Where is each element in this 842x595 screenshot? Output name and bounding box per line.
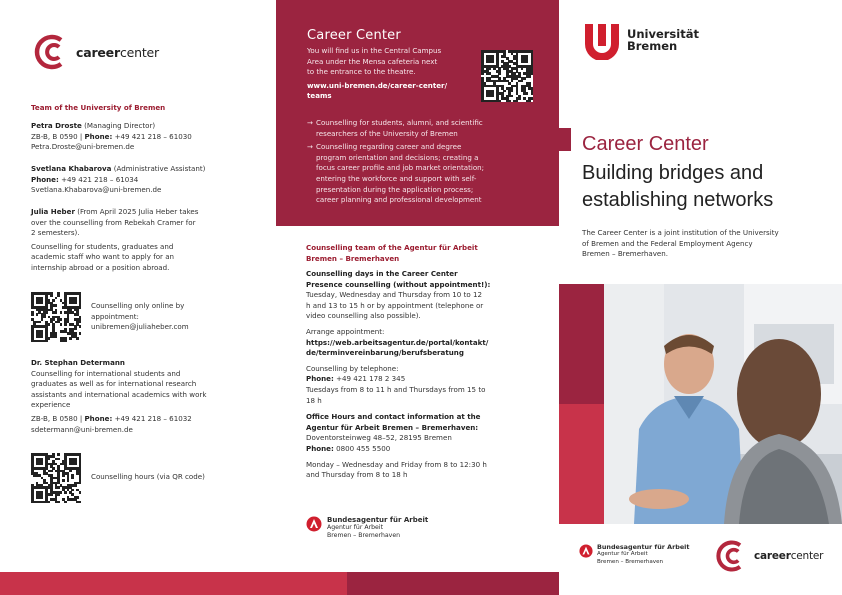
determann-desc-1: Counselling for international students and <box>31 368 181 378</box>
qr-module <box>74 463 77 466</box>
qr1-email[interactable]: unibremen@juliaheber.com <box>91 322 189 332</box>
determann-desc-2: graduates as well as for international research <box>31 379 197 389</box>
heber-line-2: over the counselling from Rebekah Cramer for <box>31 217 196 227</box>
khabarova-email[interactable]: Svetlana.Khabarova@uni-bremen.de <box>31 185 162 195</box>
service-item-2 <box>307 142 547 206</box>
ba-name: Bundesagentur für Arbeit <box>327 516 429 524</box>
qr-module <box>52 299 55 302</box>
agentur-heading-2: Bremen – Bremerhaven <box>306 253 400 263</box>
qr-module <box>60 491 63 494</box>
qr-module <box>55 297 58 300</box>
determann-phone-label: Phone: <box>84 413 113 423</box>
heber-block <box>31 207 271 274</box>
qr-module <box>41 302 44 305</box>
office-hours-2: and Thursday from 8 to 18 h <box>306 470 408 480</box>
photo-accent-dark <box>559 284 604 404</box>
office-address: Doventorsteinweg 48–52, 28195 Bremen <box>306 433 452 443</box>
tel-phone-label: Phone: <box>306 374 334 384</box>
qr-module <box>57 486 60 489</box>
heber-desc-2: academic staff who want to apply for an <box>31 252 175 262</box>
qr-module <box>38 321 41 324</box>
qr-module <box>62 474 65 477</box>
qr-module <box>57 458 60 461</box>
subtitle-line-1: Building bridges and <box>582 162 764 184</box>
office-hours-1: Monday – Wednesday and Friday from 8 to 12:30 h <box>306 459 487 469</box>
right-title: Career Center <box>582 133 709 155</box>
qr-module <box>511 80 514 83</box>
service-1-line-2: researchers of the University of Bremen <box>316 128 458 138</box>
qr-module <box>79 501 82 504</box>
qr-module <box>488 67 491 70</box>
determann-block <box>31 358 276 435</box>
qr-module <box>526 92 529 95</box>
qr-module <box>57 453 60 456</box>
qr-module <box>48 337 51 340</box>
location-line-1: You will find us in the Central Campus <box>307 46 442 55</box>
agentur-heading <box>306 243 546 264</box>
qr-module <box>491 60 494 63</box>
qr-code-hours[interactable] <box>31 453 81 503</box>
ba-logo-middle <box>306 516 428 540</box>
counselling-photo <box>604 284 842 524</box>
qr-module <box>76 337 79 340</box>
qr-module <box>64 340 67 343</box>
office-heading-2: Agentur für Arbeit Bremen – Bremerhaven: <box>306 422 479 432</box>
qr-module <box>69 470 72 473</box>
determann-name: Dr. Stephan Determann <box>31 358 125 367</box>
office-heading-1: Office Hours and contact information at the <box>306 412 481 422</box>
ba-sub-1: Agentur für Arbeit <box>327 524 384 531</box>
qr-code-website[interactable] <box>481 50 533 102</box>
qr-module <box>508 100 511 103</box>
website-link-cont[interactable]: teams <box>307 91 332 101</box>
uni-bremen-logo <box>583 20 699 60</box>
photo-illustration <box>604 284 842 524</box>
desc-line-3: Bremen – Bremerhaven. <box>582 249 669 259</box>
determann-desc-4: experience <box>31 400 71 410</box>
qr-module <box>76 496 79 499</box>
qr-module <box>526 60 529 63</box>
qr-module <box>71 477 74 480</box>
determann-desc-3: assistants and international academics with work <box>31 389 207 399</box>
qr-module <box>41 496 44 499</box>
agentur-heading-1: Counselling team of the Agentur für Arbeit <box>306 243 478 252</box>
qr-module <box>62 479 65 482</box>
khabarova-block <box>31 164 271 196</box>
website-link[interactable]: www.uni-bremen.de/career-center/ <box>307 80 448 90</box>
qr-module <box>511 90 514 93</box>
office-phone-label: Phone: <box>306 443 334 453</box>
footer-bar-dark <box>347 572 559 595</box>
arrow-icon: → <box>307 118 313 127</box>
qr-module <box>55 335 58 338</box>
arrange-label: Arrange appointment: <box>306 326 385 336</box>
logo-word-1-right: career <box>754 550 791 562</box>
days-line-2: h and 13 to 15 h or by appointment (telephone or <box>306 300 484 310</box>
location-line-3: to the entrance to the theatre. <box>307 67 416 77</box>
days-line-1: Tuesday, Wednesday and Thursday from 10 to 12 <box>306 290 482 300</box>
qr-module <box>74 302 77 305</box>
photo-accent-red <box>559 404 604 524</box>
counselling-days <box>306 269 551 481</box>
qr-module <box>79 482 82 485</box>
ba-sub-1-right: Agentur für Arbeit <box>597 551 648 558</box>
logo-word-2-right: center <box>790 550 824 562</box>
days-heading-1: Counselling days in the Career Center <box>306 269 458 278</box>
qr-module <box>55 311 58 314</box>
qr-module <box>498 72 501 75</box>
tel-phone: +49 421 178 2 345 <box>333 374 406 384</box>
qr2-text: Counselling hours (via QR code) <box>91 472 205 481</box>
qr-module <box>55 304 58 307</box>
tel-hours-2: 18 h <box>306 395 322 405</box>
qr-module <box>48 501 51 504</box>
telephone-heading: Counselling by telephone: <box>306 363 399 373</box>
arrange-link-cont[interactable]: de/terminvereinbarung/berufsberatung <box>306 348 464 358</box>
droste-phone: +49 421 218 – 61030 <box>112 131 192 141</box>
heber-desc-3: internship abroad or a position abroad. <box>31 262 170 272</box>
desc-line-1: The Career Center is a joint institution of the University <box>582 228 779 237</box>
determann-room: ZB-B, B 0580 | <box>31 413 85 423</box>
khabarova-phone: +49 421 218 – 61034 <box>58 174 139 184</box>
qr-module <box>74 484 77 487</box>
qr-module <box>57 493 60 496</box>
heber-name: Julia Heber <box>31 207 75 216</box>
career-center-info-box <box>276 0 559 226</box>
qr-module <box>64 491 67 494</box>
qr-module <box>498 100 501 103</box>
heber-desc-1: Counselling for students, graduates and <box>31 241 174 251</box>
qr-module <box>36 313 39 316</box>
location-line-2: Area under the Mensa cafeteria next <box>307 56 438 66</box>
career-center-logo <box>31 32 159 72</box>
qr-module <box>50 294 53 297</box>
qr-module <box>503 90 506 93</box>
qr1-line-1: Counselling only online by <box>91 301 185 310</box>
service-2-line-2: program orientation and decisions; creating a <box>316 152 479 162</box>
subtitle-line-2: establishing networks <box>582 189 774 211</box>
determann-phone: +49 421 218 – 61032 <box>112 413 192 423</box>
location-text <box>307 46 477 102</box>
qr-module <box>60 311 63 314</box>
career-center-logo-icon <box>713 538 749 574</box>
khabarova-name: Svetlana Khabarova <box>31 164 112 173</box>
service-2-line-1: Counselling regarding career and degree <box>316 142 462 152</box>
desc-line-2: of Bremen and the Federal Employment Agency <box>582 238 753 248</box>
logo-word-2: center <box>119 44 159 60</box>
qr-module <box>531 92 534 95</box>
droste-room: ZB-B, B 0590 | <box>31 131 85 141</box>
qr-module <box>41 335 44 338</box>
footer-bar-red <box>0 572 347 595</box>
ba-logo-icon <box>306 516 322 532</box>
qr-module <box>67 479 70 482</box>
uni-bremen-logo-icon <box>583 20 621 60</box>
droste-phone-label: Phone: <box>84 131 113 141</box>
uni-name-1: Universität <box>627 27 699 41</box>
team-heading: Team of the University of Bremen <box>31 103 166 112</box>
title-accent-bar <box>559 128 571 151</box>
qr-module <box>50 470 53 473</box>
qr-module <box>79 325 82 328</box>
qr-module <box>48 458 51 461</box>
qr-module <box>74 328 77 331</box>
qr-module <box>521 67 524 70</box>
arrange-link[interactable]: https://web.arbeitsagentur.de/portal/kontakt/ <box>306 337 489 347</box>
service-2-line-5: presentation during the application process; <box>316 184 474 194</box>
qr-module <box>481 72 484 75</box>
qr-module <box>511 95 514 98</box>
logo-word-1: career <box>76 44 120 60</box>
days-heading-2: Presence counselling (without appointment!): <box>306 279 491 289</box>
right-description <box>582 228 832 260</box>
qr-module <box>57 501 60 504</box>
qr-module <box>69 337 72 340</box>
ba-sub-2: Bremen – Bremerhaven <box>327 532 401 539</box>
qr-code-online[interactable] <box>31 292 81 342</box>
tel-hours-1: Tuesdays from 8 to 11 h and Thursdays from 15 to <box>306 384 486 394</box>
qr-module <box>31 313 34 316</box>
service-2-line-4: entering the workforce and support with self- <box>316 173 477 183</box>
qr-module <box>41 318 44 321</box>
qr-module <box>45 311 48 314</box>
qr-module <box>79 491 82 494</box>
qr-module <box>71 489 74 492</box>
days-line-3: video counselling also possible). <box>306 311 421 321</box>
ba-sub-2-right: Bremen – Bremerhaven <box>597 558 664 565</box>
qr-module <box>521 80 524 83</box>
left-panel <box>0 0 276 595</box>
qr-module <box>60 323 63 326</box>
droste-role: (Managing Director) <box>81 121 156 130</box>
heber-line-1: (From April 2025 Julia Heber takes <box>74 207 199 216</box>
determann-email[interactable]: sdetermann@uni-bremen.de <box>31 424 133 434</box>
service-2-line-6: career planning and professional development <box>316 195 482 205</box>
qr-module <box>79 306 82 309</box>
khabarova-role: (Administrative Assistant) <box>111 164 206 173</box>
ba-logo-right <box>579 544 689 566</box>
droste-name: Petra Droste <box>31 121 82 130</box>
service-item-1 <box>307 118 547 139</box>
career-center-logo-icon <box>31 32 71 72</box>
ba-logo-icon <box>579 544 593 558</box>
qr-module <box>64 501 67 504</box>
career-center-logo-right <box>713 538 823 574</box>
qr-module <box>48 323 51 326</box>
qr-module <box>531 72 534 75</box>
qr-module <box>528 100 531 103</box>
service-1-line-1: Counselling for students, alumni, and scientific <box>316 118 483 127</box>
qr-module <box>45 340 48 343</box>
services-list <box>307 118 547 206</box>
qr-module <box>531 97 534 100</box>
qr1-text <box>91 301 271 333</box>
qr-module <box>528 75 531 78</box>
uni-name-2: Bremen <box>627 39 678 53</box>
arrow-icon: → <box>307 142 313 152</box>
qr-module <box>41 463 44 466</box>
qr-module <box>523 77 526 80</box>
qr-module <box>60 318 63 321</box>
qr-module <box>79 332 82 335</box>
service-2-line-3: focus career profile and job market orientation; <box>316 163 485 173</box>
office-phone: 0800 455 5500 <box>333 443 391 453</box>
right-subtitle <box>582 160 773 214</box>
qr-module <box>491 95 494 98</box>
droste-email[interactable]: Petra.Droste@uni-bremen.de <box>31 142 135 152</box>
qr-module <box>57 294 60 297</box>
ba-name-right: Bundesagentur für Arbeit <box>597 543 690 551</box>
qr-module <box>518 97 521 100</box>
qr-module <box>43 316 46 319</box>
qr-module <box>50 493 53 496</box>
qr-module <box>516 100 519 103</box>
qr1-line-2: appointment: <box>91 311 139 321</box>
khabarova-phone-label: Phone: <box>31 174 59 184</box>
droste-block <box>31 121 271 153</box>
info-box-title: Career Center <box>307 28 401 43</box>
qr-module <box>79 321 82 324</box>
qr-module <box>64 323 67 326</box>
heber-line-3: 2 semesters). <box>31 228 80 238</box>
